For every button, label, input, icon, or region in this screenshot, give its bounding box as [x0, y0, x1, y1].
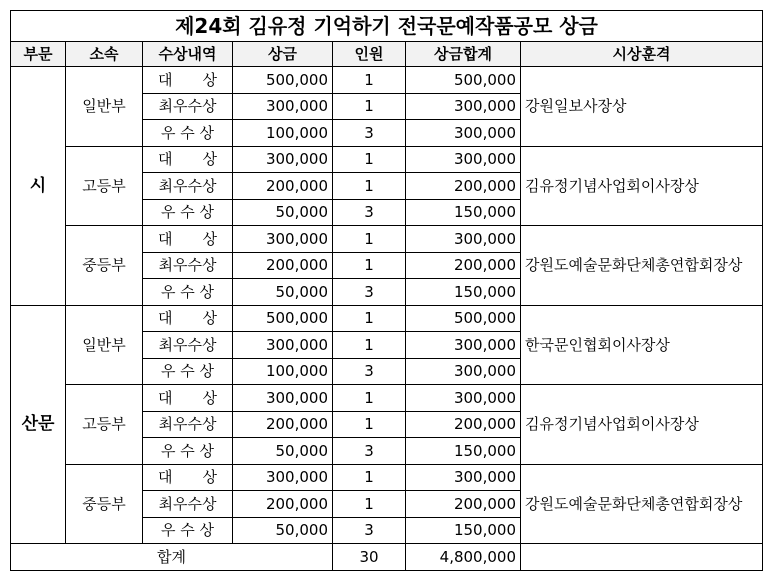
award-cell: 대 상	[143, 305, 233, 332]
count-cell: 1	[333, 491, 406, 518]
prize-cell: 100,000	[233, 120, 333, 147]
count-cell: 1	[333, 146, 406, 173]
prize-cell: 300,000	[233, 385, 333, 412]
prize-cell: 50,000	[233, 279, 333, 306]
sponsor-cell: 한국문인협회이사장상	[521, 305, 763, 385]
header-division: 소속	[66, 42, 143, 67]
sponsor-cell: 강원일보사장상	[521, 67, 763, 147]
category-cell: 시	[11, 67, 66, 306]
table-row	[11, 146, 763, 173]
count-cell: 3	[333, 438, 406, 465]
count-cell: 3	[333, 279, 406, 306]
header-count: 인원	[333, 42, 406, 67]
footer-count: 30	[333, 544, 406, 571]
footer-empty	[521, 544, 763, 571]
total-cell: 150,000	[406, 279, 521, 306]
prize-cell: 200,000	[233, 173, 333, 200]
header-award: 수상내역	[143, 42, 233, 67]
count-cell: 3	[333, 199, 406, 226]
table-row	[11, 67, 763, 94]
award-cell: 우 수 상	[143, 517, 233, 544]
table-row	[11, 226, 763, 253]
count-cell: 3	[333, 120, 406, 147]
total-cell: 150,000	[406, 438, 521, 465]
division-cell: 고등부	[66, 146, 143, 226]
prize-cell: 300,000	[233, 146, 333, 173]
total-cell: 200,000	[406, 491, 521, 518]
award-cell: 최우수상	[143, 332, 233, 359]
count-cell: 1	[333, 385, 406, 412]
count-cell: 1	[333, 464, 406, 491]
award-cell: 최우수상	[143, 173, 233, 200]
count-cell: 1	[333, 226, 406, 253]
total-cell: 200,000	[406, 173, 521, 200]
total-cell: 300,000	[406, 93, 521, 120]
footer-label: 합계	[11, 544, 333, 571]
prize-cell: 500,000	[233, 305, 333, 332]
award-cell: 대 상	[143, 385, 233, 412]
total-cell: 300,000	[406, 358, 521, 385]
prize-cell: 200,000	[233, 252, 333, 279]
total-cell: 200,000	[406, 252, 521, 279]
award-cell: 최우수상	[143, 491, 233, 518]
total-cell: 300,000	[406, 464, 521, 491]
award-cell: 우 수 상	[143, 279, 233, 306]
prize-cell: 300,000	[233, 332, 333, 359]
header-prize: 상금	[233, 42, 333, 67]
award-cell: 우 수 상	[143, 120, 233, 147]
count-cell: 1	[333, 67, 406, 94]
total-cell: 300,000	[406, 120, 521, 147]
count-cell: 3	[333, 358, 406, 385]
award-cell: 대 상	[143, 464, 233, 491]
table-row	[11, 464, 763, 491]
award-cell: 최우수상	[143, 93, 233, 120]
category-cell: 산문	[11, 305, 66, 544]
prize-cell: 300,000	[233, 464, 333, 491]
table-title: 제24회 김유정 기억하기 전국문예작품공모 상금	[11, 11, 763, 42]
division-cell: 일반부	[66, 67, 143, 147]
award-cell: 우 수 상	[143, 358, 233, 385]
prize-cell: 50,000	[233, 199, 333, 226]
award-cell: 우 수 상	[143, 438, 233, 465]
count-cell: 1	[333, 93, 406, 120]
count-cell: 1	[333, 411, 406, 438]
prize-cell: 50,000	[233, 438, 333, 465]
prize-cell: 300,000	[233, 226, 333, 253]
prize-cell: 200,000	[233, 411, 333, 438]
division-cell: 중등부	[66, 464, 143, 544]
footer-total: 4,800,000	[406, 544, 521, 571]
total-cell: 300,000	[406, 226, 521, 253]
table-row	[11, 385, 763, 412]
total-cell: 200,000	[406, 411, 521, 438]
award-cell: 대 상	[143, 67, 233, 94]
award-cell: 대 상	[143, 146, 233, 173]
award-cell: 대 상	[143, 226, 233, 253]
header-sponsor: 시상훈격	[521, 42, 763, 67]
award-cell: 최우수상	[143, 252, 233, 279]
footer-row	[11, 544, 763, 571]
sponsor-cell: 김유정기념사업회이사장상	[521, 385, 763, 465]
total-cell: 150,000	[406, 199, 521, 226]
division-cell: 고등부	[66, 385, 143, 465]
count-cell: 1	[333, 332, 406, 359]
prize-cell: 200,000	[233, 491, 333, 518]
award-cell: 최우수상	[143, 411, 233, 438]
division-cell: 중등부	[66, 226, 143, 306]
prize-cell: 500,000	[233, 67, 333, 94]
prize-cell: 300,000	[233, 93, 333, 120]
count-cell: 1	[333, 252, 406, 279]
count-cell: 1	[333, 173, 406, 200]
division-cell: 일반부	[66, 305, 143, 385]
total-cell: 300,000	[406, 385, 521, 412]
total-cell: 150,000	[406, 517, 521, 544]
total-cell: 300,000	[406, 332, 521, 359]
prize-cell: 50,000	[233, 517, 333, 544]
count-cell: 1	[333, 305, 406, 332]
prize-table	[10, 10, 763, 571]
total-cell: 500,000	[406, 305, 521, 332]
header-total: 상금합계	[406, 42, 521, 67]
header-category: 부문	[11, 42, 66, 67]
total-cell: 300,000	[406, 146, 521, 173]
sponsor-cell: 김유정기념사업회이사장상	[521, 146, 763, 226]
table-row	[11, 305, 763, 332]
header-row	[11, 42, 763, 67]
total-cell: 500,000	[406, 67, 521, 94]
sponsor-cell: 강원도예술문화단체총연합회장상	[521, 464, 763, 544]
award-cell: 우 수 상	[143, 199, 233, 226]
count-cell: 3	[333, 517, 406, 544]
sponsor-cell: 강원도예술문화단체총연합회장상	[521, 226, 763, 306]
prize-cell: 100,000	[233, 358, 333, 385]
